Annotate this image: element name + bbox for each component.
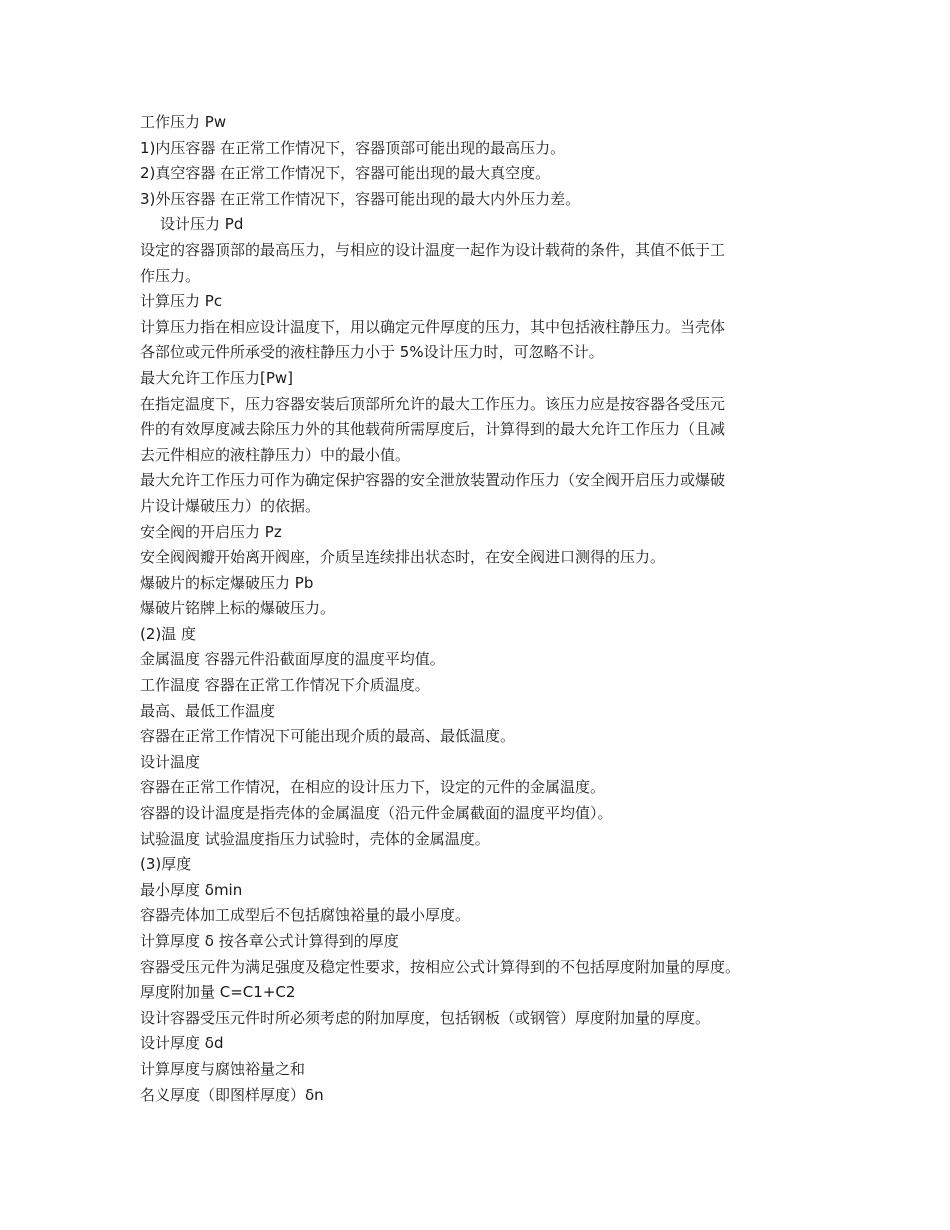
document-body — [140, 110, 820, 1108]
text-line: 计算厚度与腐蚀裕量之和 — [140, 1059, 306, 1078]
heading-max-allowable-pressure: 最大允许工作压力[Pw] — [140, 368, 294, 387]
text-line: 2)真空容器 在正常工作情况下，容器可能出现的最大真空度。 — [140, 164, 551, 183]
text-line: 设定的容器顶部的最高压力，与相应的设计温度一起作为设计载荷的条件，其值不低于工 — [140, 240, 726, 259]
heading-design-pressure: 设计压力 Pd — [160, 215, 244, 234]
heading-rupture-disc-pressure: 爆破片的标定爆破压力 Pb — [140, 573, 314, 592]
text-line: 工作温度 容器在正常工作情况下介质温度。 — [140, 676, 430, 695]
heading-design-temperature: 设计温度 — [140, 752, 201, 771]
text-line: 计算压力指在相应设计温度下，用以确定元件厚度的压力，其中包括液柱静压力。当壳体 — [140, 317, 726, 336]
heading-calculation-thickness: 计算厚度 δ 按各章公式计算得到的厚度 — [140, 932, 399, 950]
text-line: 容器在正常工作情况下可能出现介质的最高、最低温度。 — [140, 727, 516, 746]
heading-min-thickness: 最小厚度 δmin — [140, 880, 243, 899]
text-line: 最大允许工作压力可作为确定保护容器的安全泄放装置动作压力（安全阀开启压力或爆破 — [140, 471, 726, 490]
heading-temperature: (2)温 度 — [140, 624, 197, 643]
heading-nominal-thickness: 名义厚度（即图样厚度）δn — [140, 1085, 324, 1104]
heading-thickness: (3)厚度 — [140, 855, 192, 874]
text-line: 去元件相应的液柱静压力）中的最小值。 — [140, 445, 411, 464]
heading-max-min-temperature: 最高、最低工作温度 — [140, 701, 276, 720]
text-line: 容器受压元件为满足强度及稳定性要求，按相应公式计算得到的不包括厚度附加量的厚度。 — [140, 957, 741, 976]
text-line: 安全阀阀瓣开始离开阀座，介质呈连续排出状态时，在安全阀进口测得的压力。 — [140, 548, 666, 567]
heading-thickness-allowance: 厚度附加量 C=C1+C2 — [140, 983, 296, 1002]
text-line: 3)外压容器 在正常工作情况下，容器可能出现的最大内外压力差。 — [140, 189, 581, 208]
heading-working-pressure: 工作压力 Pw — [140, 113, 227, 131]
heading-safety-valve-pressure: 安全阀的开启压力 Pz — [140, 522, 282, 541]
text-line: 试验温度 试验温度指压力试验时，壳体的金属温度。 — [140, 829, 490, 848]
text-line: 设计容器受压元件时所必须考虑的附加厚度，包括钢板（或钢管）厚度附加量的厚度。 — [140, 1008, 711, 1027]
text-line: 在指定温度下，压力容器安装后顶部所允许的最大工作压力。该压力应是按容器各受压元 — [140, 394, 726, 413]
text-line: 各部位或元件所承受的液柱静压力小于 5%设计压力时，可忽略不计。 — [140, 343, 604, 362]
text-line: 爆破片铭牌上标的爆破压力。 — [140, 599, 336, 618]
text-line: 1)内压容器 在正常工作情况下，容器顶部可能出现的最高压力。 — [140, 138, 566, 157]
text-line: 容器的设计温度是指壳体的金属温度（沿元件金属截面的温度平均值）。 — [140, 804, 613, 823]
heading-design-thickness: 设计厚度 δd — [140, 1034, 224, 1053]
text-line: 件的有效厚度减去除压力外的其他载荷所需厚度后，计算得到的最大允许工作压力（且减 — [140, 420, 726, 439]
heading-calculation-pressure: 计算压力 Pc — [140, 292, 223, 311]
text-line: 作压力。 — [140, 266, 201, 285]
text-line: 片设计爆破压力）的依据。 — [140, 496, 321, 515]
text-line: 容器在正常工作情况，在相应的设计压力下，设定的元件的金属温度。 — [140, 778, 606, 797]
text-line: 容器壳体加工成型后不包括腐蚀裕量的最小厚度。 — [140, 906, 471, 925]
text-line: 金属温度 容器元件沿截面厚度的温度平均值。 — [140, 650, 445, 669]
